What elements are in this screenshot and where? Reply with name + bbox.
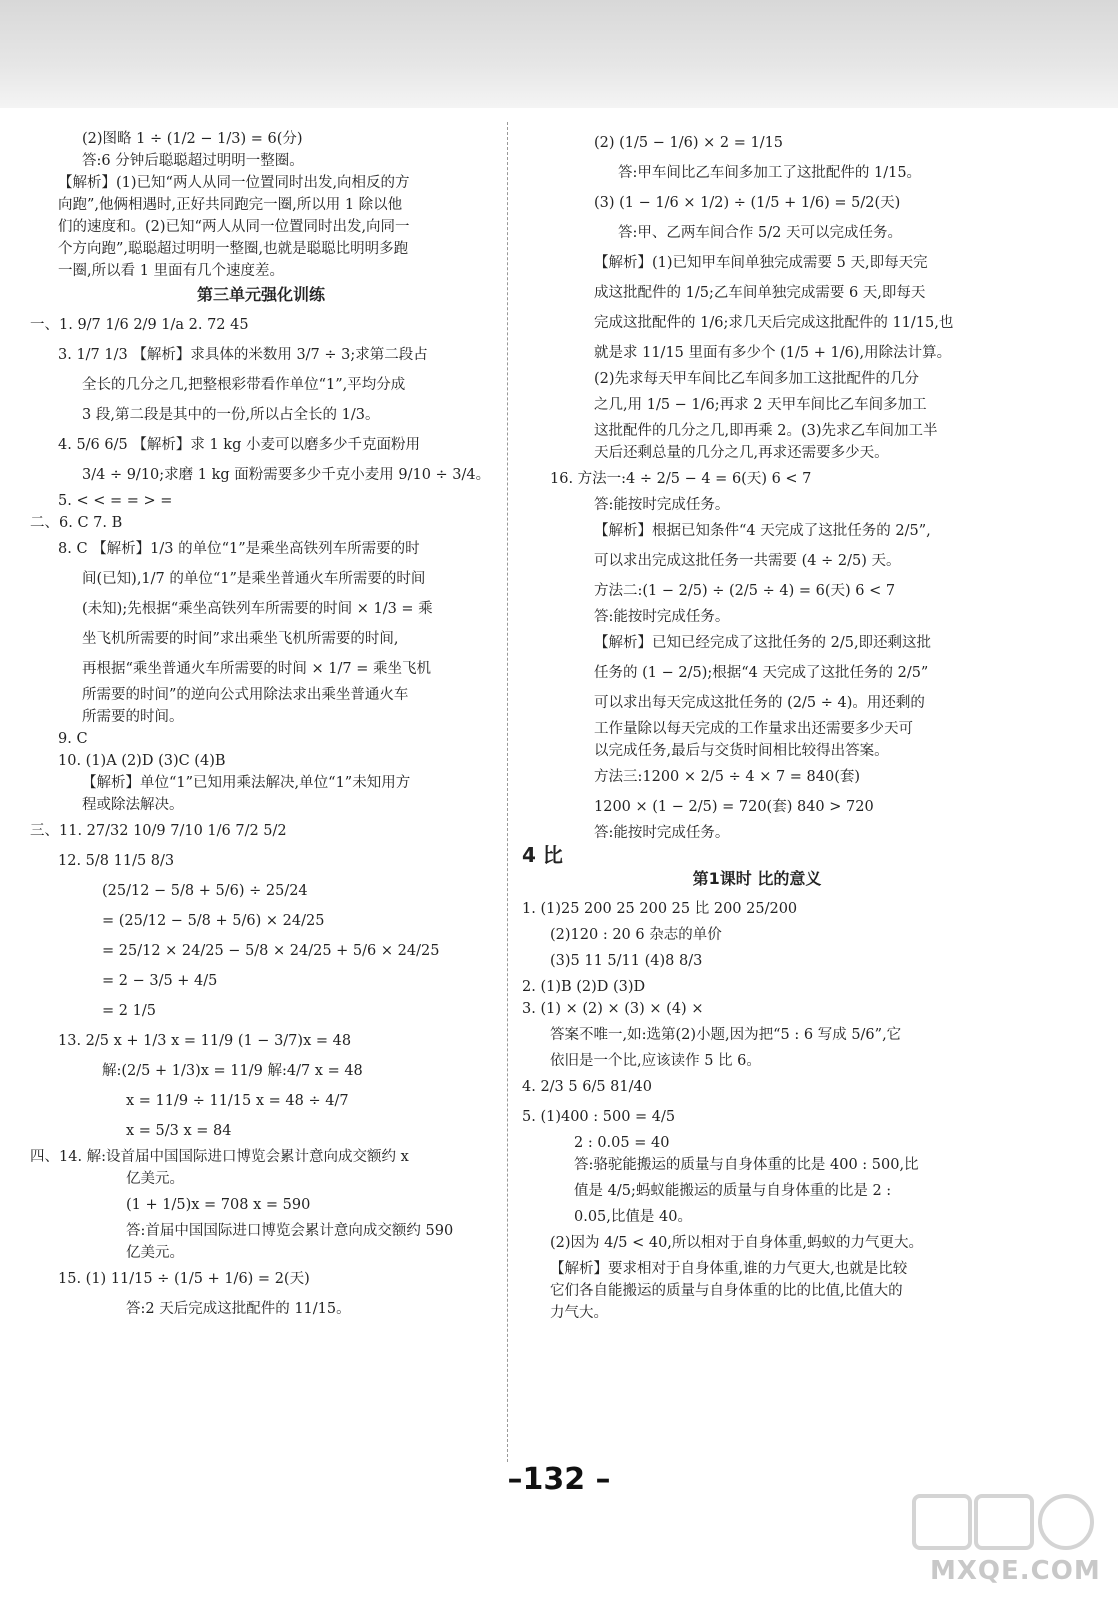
- analysis-line: 们的速度和。(2)已知“两人从同一位置同时出发,向同一: [58, 219, 410, 235]
- analysis-line: 天后还剩总量的几分之几,再求还需要多少天。: [594, 445, 889, 461]
- analysis-line: 这批配件的几分之几,即再乘 2。(3)先求乙车间加工半: [594, 423, 938, 439]
- right-column: [522, 128, 992, 1324]
- analysis-line: 【解析】(1)已知“两人从同一位置同时出发,向相反的方: [58, 175, 410, 191]
- calc-step: = 2 1/5: [102, 1003, 156, 1019]
- answer-line: 9. C: [58, 731, 88, 747]
- analysis-line: 成这批配件的 1/5;乙车间单独完成需要 6 天,即每天: [594, 285, 926, 301]
- answer-line: (2)因为 4/5 < 40,所以相对于自身体重,蚂蚁的力气更大。: [550, 1235, 924, 1251]
- analysis-line: 可以求出每天完成这批任务的 (2/5 ÷ 4)。用还剩的: [594, 695, 925, 711]
- equation-line: 解:(2/5 + 1/3)x = 11/9 解:4/7 x = 48: [102, 1063, 363, 1079]
- analysis-line: 再根据“乘坐普通火车所需要的时间 × 1/7 = 乘坐飞机: [82, 661, 431, 677]
- answer-line: 依旧是一个比,应该读作 5 比 6。: [550, 1053, 761, 1069]
- section-title: 第三单元强化训练: [196, 285, 325, 304]
- equation-line: x = 11/9 ÷ 11/15 x = 48 ÷ 4/7: [126, 1093, 349, 1109]
- equation-line: 15. (1) 11/15 ÷ (1/5 + 1/6) = 2(天): [58, 1271, 310, 1287]
- analysis-line: 坐飞机所需要的时间”求出乘坐飞机所需要的时间,: [82, 631, 399, 647]
- calc-step: (25/12 − 5/8 + 5/6) ÷ 25/24: [102, 883, 308, 899]
- equation-line: 2 : 0.05 = 40: [574, 1135, 670, 1151]
- answer-line: 1. (1)25 200 25 200 25 比 200 25/200: [522, 901, 798, 917]
- answer-line: 答案不唯一,如:选第(2)小题,因为把“5 : 6 写成 5/6”,它: [550, 1027, 902, 1043]
- analysis-line: 程或除法解决。: [82, 797, 184, 813]
- calc-step: = 2 − 3/5 + 4/5: [102, 973, 218, 989]
- lesson-title: 第1课时 比的意义: [692, 869, 822, 888]
- answer-line: 答:能按时完成任务。: [594, 609, 730, 625]
- answer-line: 2. (1)B (2)D (3)D: [522, 979, 646, 995]
- analysis-line: 它们各自能搬运的质量与自身体重的比的比值,比值大的: [550, 1283, 903, 1299]
- analysis-line: 就是求 11/15 里面有多少个 (1/5 + 1/6),用除法计算。: [594, 345, 952, 361]
- answer-line: 8. C 【解析】1/3 的单位“1”是乘坐高铁列车所需要的时: [58, 541, 420, 557]
- analysis-line: 全长的几分之几,把整根彩带看作单位“1”,平均分成: [82, 377, 406, 393]
- answer-line: 答:甲、乙两车间合作 5/2 天可以完成任务。: [618, 225, 902, 241]
- answer-line: 答:6 分钟后聪聪超过明明一整圈。: [82, 153, 304, 169]
- answer-line: 答:能按时完成任务。: [594, 825, 730, 841]
- equation-line: 方法二:(1 − 2/5) ÷ (2/5 ÷ 4) = 6(天) 6 < 7: [594, 583, 896, 599]
- analysis-line: 【解析】(1)已知甲车间单独完成需要 5 天,即每天完: [594, 255, 928, 271]
- answer-line: 答:首届中国国际进口博览会累计意向成交额约 590: [126, 1223, 454, 1239]
- answer-line: 4. 2/3 5 6/5 81/40: [522, 1079, 652, 1095]
- answer-line: 亿美元。: [126, 1171, 184, 1187]
- answer-line: 答:能按时完成任务。: [594, 497, 730, 513]
- answer-line: (2)图略 1 ÷ (1/2 − 1/3) = 6(分): [82, 131, 303, 147]
- answer-line: 值是 4/5;蚂蚁能搬运的质量与自身体重的比是 2 :: [574, 1183, 892, 1199]
- analysis-line: 【解析】已知已经完成了这批任务的 2/5,即还剩这批: [594, 635, 932, 651]
- equation-line: 13. 2/5 x + 1/3 x = 11/9 (1 − 3/7)x = 48: [58, 1033, 352, 1049]
- answer-line: 12. 5/8 11/5 8/3: [58, 853, 175, 869]
- answer-line: 三、11. 27/32 10/9 7/10 1/6 7/2 5/2: [30, 823, 287, 839]
- equation-line: 5. (1)400 : 500 = 4/5: [522, 1109, 676, 1125]
- analysis-line: 工作量除以每天完成的工作量求出还需要多少天可: [594, 721, 913, 737]
- answer-line: (3)5 11 5/11 (4)8 8/3: [550, 953, 703, 969]
- answer-line: 4. 5/6 6/5 【解析】求 1 kg 小麦可以磨多少千克面粉用: [58, 437, 420, 453]
- column-divider: [507, 122, 508, 1462]
- top-shadow-band: [0, 0, 1118, 108]
- equation-line: 1200 × (1 − 2/5) = 720(套) 840 > 720: [594, 799, 874, 815]
- calc-step: = 25/12 × 24/25 − 5/8 × 24/25 + 5/6 × 24/25: [102, 943, 440, 959]
- answer-line: 16. 方法一:4 ÷ 2/5 − 4 = 6(天) 6 < 7: [550, 471, 812, 487]
- equation-line: (3) (1 − 1/6 × 1/2) ÷ (1/5 + 1/6) = 5/2(天): [594, 195, 901, 211]
- analysis-line: 【解析】单位“1”已知用乘法解决,单位“1”未知用方: [82, 775, 411, 791]
- answer-line: 答:甲车间比乙车间多加工了这批配件的 1/15。: [618, 165, 922, 181]
- answer-line: 3. (1) × (2) × (3) × (4) ×: [522, 1001, 704, 1017]
- answer-line: 3. 1/7 1/3 【解析】求具体的米数用 3/7 ÷ 3;求第二段占: [58, 347, 428, 363]
- analysis-line: 【解析】根据已知条件“4 天完成了这批任务的 2/5”,: [594, 523, 931, 539]
- analysis-line: 以完成任务,最后与交货时间相比较得出答案。: [594, 743, 889, 759]
- analysis-line: (未知);先根据“乘坐高铁列车所需要的时间 × 1/3 = 乘: [82, 601, 433, 617]
- analysis-line: 个方向跑”,聪聪超过明明一整圈,也就是聪聪比明明多跑: [58, 241, 409, 257]
- analysis-line: 3/4 ÷ 9/10;求磨 1 kg 面粉需要多少千克小麦用 9/10 ÷ 3/4。: [82, 467, 491, 483]
- equation-line: (1 + 1/5)x = 708 x = 590: [126, 1197, 311, 1213]
- equation-line: x = 5/3 x = 84: [126, 1123, 232, 1139]
- analysis-line: 间(已知),1/7 的单位“1”是乘坐普通火车所需要的时间: [82, 571, 426, 587]
- analysis-line: 3 段,第二段是其中的一份,所以占全长的 1/3。: [82, 407, 380, 423]
- answer-line: 5. < < = = > =: [58, 493, 173, 509]
- answer-line: 四、14. 解:设首届中国国际进口博览会累计意向成交额约 x: [30, 1149, 409, 1165]
- analysis-line: 向跑”,他俩相遇时,正好共同跑完一圈,所以用 1 除以他: [58, 197, 403, 213]
- answer-line: 一、1. 9/7 1/6 2/9 1/a 2. 72 45: [30, 317, 249, 333]
- page-number: –132 –: [507, 1462, 611, 1497]
- answer-line: 二、6. C 7. B: [30, 515, 123, 531]
- left-column: [30, 128, 492, 1324]
- analysis-line: 一圈,所以看 1 里面有几个速度差。: [58, 263, 285, 279]
- answer-line: (2)120 : 20 6 杂志的单价: [550, 927, 722, 943]
- analysis-line: 所需要的时间”的逆向公式用除法求出乘坐普通火车: [82, 687, 409, 703]
- analysis-line: 所需要的时间。: [82, 709, 184, 725]
- analysis-line: (2)先求每天甲车间比乙车间多加工这批配件的几分: [594, 371, 920, 387]
- analysis-line: 完成这批配件的 1/6;求几天后完成这批配件的 11/15,也: [594, 315, 954, 331]
- analysis-line: 任务的 (1 − 2/5);根据“4 天完成了这批任务的 2/5”: [594, 665, 929, 681]
- analysis-line: 之几,用 1/5 − 1/6;再求 2 天甲车间比乙车间多加工: [594, 397, 927, 413]
- answer-line: 0.05,比值是 40。: [574, 1209, 692, 1225]
- chapter-heading: 4 比: [522, 844, 563, 866]
- equation-line: 方法三:1200 × 2/5 ÷ 4 × 7 = 840(套): [594, 769, 861, 785]
- answer-line: 亿美元。: [126, 1245, 184, 1261]
- answer-line: 答:骆驼能搬运的质量与自身体重的比是 400 : 500,比: [574, 1157, 919, 1173]
- analysis-line: 【解析】要求相对于自身体重,谁的力气更大,也就是比较: [550, 1261, 908, 1277]
- watermark-text: MXQE.COM: [930, 1556, 1101, 1586]
- answer-line: 答:2 天后完成这批配件的 11/15。: [126, 1301, 351, 1317]
- answer-line: 10. (1)A (2)D (3)C (4)B: [58, 753, 226, 769]
- equation-line: (2) (1/5 − 1/6) × 2 = 1/15: [594, 135, 784, 151]
- analysis-line: 力气大。: [550, 1305, 608, 1321]
- calc-step: = (25/12 − 5/8 + 5/6) × 24/25: [102, 913, 325, 929]
- analysis-line: 可以求出完成这批任务一共需要 (4 ÷ 2/5) 天。: [594, 553, 901, 569]
